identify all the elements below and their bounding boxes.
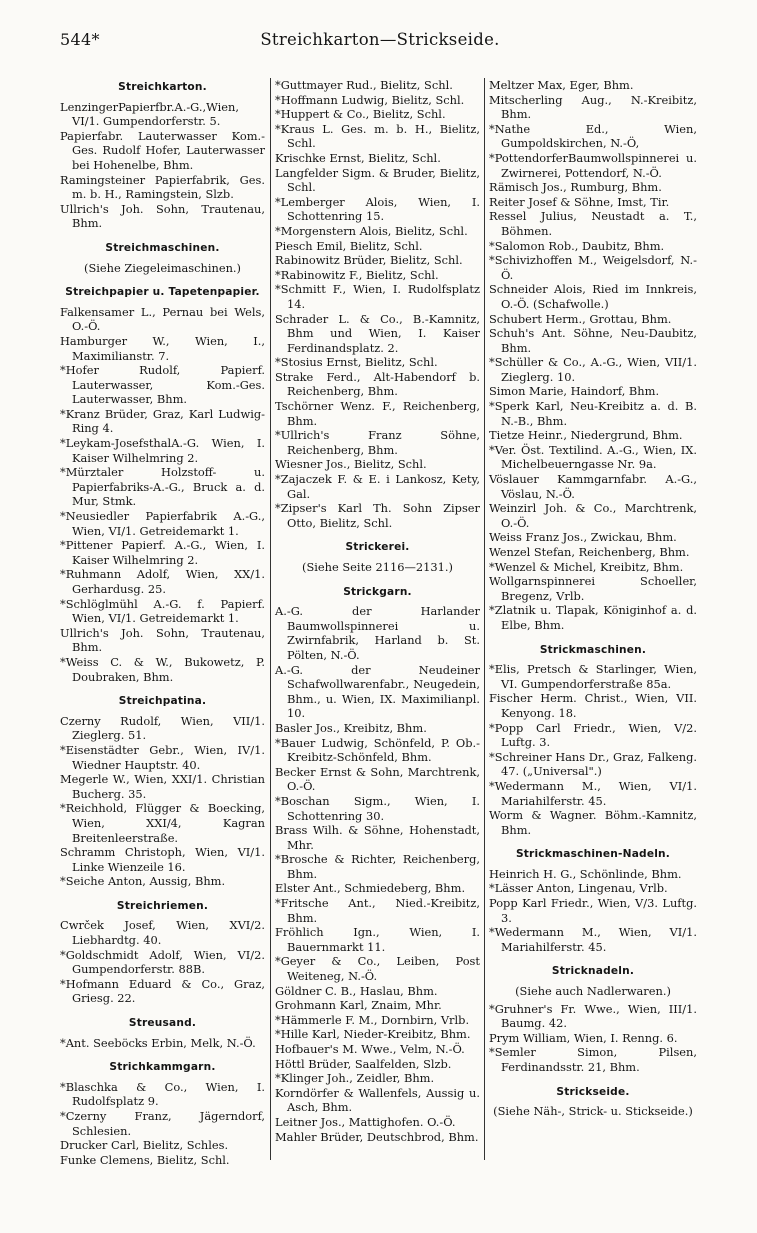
directory-entry: Krischke Ernst, Bielitz, Schl. — [275, 150, 441, 165]
directory-entry: Schubert Herm., Grottau, Bhm. — [489, 311, 672, 326]
directory-entry: Höttl Brüder, Saalfelden, Slzb. — [275, 1056, 452, 1071]
section-heading: Strickmaschinen-Nadeln. — [515, 848, 671, 861]
directory-entry: *Huppert & Co., Bielitz, Schl. — [275, 107, 446, 122]
directory-entry: Grohmann Karl, Znaim, Mhr. — [275, 998, 442, 1013]
directory-entry: *Hoffmann Ludwig, Bielitz, Schl. — [275, 92, 465, 107]
directory-entry: Wenzel Stefan, Reichenberg, Bhm. — [489, 545, 690, 559]
directory-entry: *Zajaczek F. & E. i Lankosz, Kety, Gal. — [275, 472, 480, 501]
section-heading: Strickerei. — [345, 541, 410, 554]
section-heading: Strichkammgarn. — [109, 1061, 216, 1074]
directory-entry: Hofbauer's M. Wwe., Velm, N.-Ö. — [275, 1042, 465, 1056]
directory-entry: Hamburger W., Wien, I., Maximilianstr. 7. — [60, 333, 265, 363]
directory-entry: *Goldschmidt Adolf, Wien, VI/2. Gumpendorferstr. 88B. — [60, 947, 265, 977]
directory-entry: A.-G. der Neudeiner Schafwollwarenfabr., Neugedein, Bhm., u. Wien, IX. Maximilianpl. 10. — [275, 662, 480, 721]
directory-entry: Schrader L. & Co., B.-Kamnitz, Bhm und Wien, I. Kaiser Ferdinandsplatz. 2. — [275, 311, 480, 355]
directory-entry: Prym William, Wien, I. Renng. 6. — [489, 1030, 678, 1045]
directory-entry: *PottendorferBaumwollspinnerei u. Zwirnerei, Pottendorf, N.-Ö. — [489, 150, 697, 180]
directory-entry: Becker Ernst & Sohn, Marchtrenk, O.-Ö. — [275, 764, 480, 794]
directory-entry: *Schlöglmühl A.-G. f. Papierf. Wien, VI/1. Getreidemarkt 1. — [60, 596, 265, 626]
directory-entry: Czerny Rudolf, Wien, VII/1. Zieglerg. 51. — [60, 713, 265, 743]
directory-entry: *Czerny Franz, Jägerndorf, Schlesien. — [60, 1109, 265, 1138]
section-heading: Streichmaschinen. — [105, 241, 220, 254]
section-heading: Streusand. — [128, 1017, 197, 1030]
directory-entry: Ramingsteiner Papierfabrik, Ges. m. b. H., Ramingstein, Slzb. — [60, 172, 265, 202]
directory-entry: *Schüller & Co., A.-G., Wien, VII/1. Zieglerg. 10. — [489, 355, 697, 384]
cross-reference-note: (Siehe Näh-, Strick- u. Stickseide.) — [493, 1104, 693, 1119]
directory-entry: *Bauer Ludwig, Schönfeld, P. Ob.-Kreibitz-Schönfeld, Bhm. — [275, 735, 480, 765]
directory-entry: Piesch Emil, Bielitz, Schl. — [275, 238, 423, 253]
directory-entry: Tschörner Wenz. F., Reichenberg, Bhm. — [275, 399, 480, 428]
directory-entry: *Ullrich's Franz Söhne, Reichenberg, Bhm. — [275, 428, 480, 457]
directory-entry: Simon Marie, Haindorf, Bhm. — [489, 384, 660, 399]
column-2 — [275, 78, 480, 1144]
directory-entry: Fischer Herm. Christ., Wien, VII. Kenyong. 18. — [489, 691, 697, 720]
column-3 — [489, 78, 697, 1122]
directory-entry: Heinrich H. G., Schönlinde, Bhm. — [489, 866, 682, 881]
cross-reference-note: (Siehe Seite 2116—2131.) — [302, 560, 453, 574]
directory-entry: *Eisenstädter Gebr., Wien, IV/1. Wiedner Hauptstr. 40. — [60, 742, 265, 772]
directory-entry: *Gruhner's Fr. Wwe., Wien, III/1. Baumg. 42. — [489, 1001, 697, 1031]
directory-entry: Ullrich's Joh. Sohn, Trautenau, Bhm. — [60, 625, 265, 655]
directory-entry: *Schmitt F., Wien, I. Rudolfsplatz 14. — [275, 282, 480, 311]
directory-entry: Cwrček Josef, Wien, XVI/2. Liebhardtg. 40. — [60, 918, 265, 948]
directory-entry: Popp Karl Friedr., Wien, V/3. Luftg. 3. — [489, 896, 697, 925]
directory-entry: Tietze Heinr., Niedergrund, Bhm. — [489, 428, 683, 443]
directory-entry: *Kraus L. Ges. m. b. H., Bielitz, Schl. — [275, 121, 480, 151]
directory-entry: Brass Wilh. & Söhne, Hohenstadt, Mhr. — [275, 823, 480, 852]
directory-entry: *Ver. Öst. Textilind. A.-G., Wien, IX. Michelbeuerngasse Nr. 9a. — [489, 442, 697, 472]
directory-entry: *Wedermann M., Wien, VI/1. Mariahilferstr. 45. — [489, 778, 697, 808]
directory-entry: *Ant. Seeböcks Erbin, Melk, N.-Ö. — [60, 1035, 256, 1050]
directory-entry: Strake Ferd., Alt-Habendorf b. Reichenberg, Bhm. — [275, 369, 480, 399]
directory-entry: *Lemberger Alois, Wien, I. Schottenring 15. — [275, 194, 480, 224]
directory-entry: Ullrich's Joh. Sohn, Trautenau, Bhm. — [60, 201, 265, 231]
directory-entry: *Leykam-JosefsthalA.-G. Wien, I. Kaiser Wilhelmring 2. — [60, 436, 265, 465]
directory-entry: Meltzer Max, Eger, Bhm. — [489, 78, 634, 92]
directory-entry: Basler Jos., Kreibitz, Bhm. — [275, 720, 427, 735]
directory-entry: Wiesner Jos., Bielitz, Schl. — [275, 457, 427, 472]
directory-entry: Korndörfer & Wallenfels, Aussig u. Asch, Bhm. — [275, 1085, 480, 1115]
column-rule — [270, 78, 271, 1160]
section-heading: Streichpapier u. Tapetenpapier. — [65, 286, 260, 299]
directory-entry: Mitscherling Aug., N.-Kreibitz, Bhm. — [489, 92, 697, 122]
directory-entry: Schramm Christoph, Wien, VI/1. Linke Wienzeile 16. — [60, 845, 265, 874]
directory-entry: *Kranz Brüder, Graz, Karl Ludwig-Ring 4. — [60, 406, 265, 436]
directory-entry: Schuh's Ant. Söhne, Neu-Daubitz, Bhm. — [489, 326, 697, 355]
directory-entry: Elster Ant., Schmiedeberg, Bhm. — [275, 881, 466, 896]
page-header — [60, 30, 700, 54]
directory-entry: Reiter Josef & Söhne, Imst, Tir. — [489, 194, 670, 209]
section-heading: Streichpatina. — [118, 695, 207, 708]
section-heading: Streichriemen. — [116, 899, 209, 912]
directory-entry: *Seiche Anton, Aussig, Bhm. — [60, 874, 226, 889]
directory-entry: *Hämmerle F. M., Dornbirn, Vrlb. — [275, 1012, 470, 1027]
directory-entry: *Sperk Karl, Neu-Kreibitz a. d. B. N.-B., Bhm. — [489, 399, 697, 428]
running-title: Streichkarton—Strickseide. — [260, 30, 500, 49]
directory-entry: Ressel Julius, Neustadt a. T., Böhmen. — [489, 209, 697, 238]
directory-entry: *Semler Simon, Pilsen, Ferdinandsstr. 21, Bhm. — [489, 1045, 697, 1074]
directory-entry: *Nathe Ed., Wien, Gumpoldskirchen, N.-Ö, — [489, 121, 697, 151]
directory-entry: *Stosius Ernst, Bielitz, Schl. — [275, 355, 438, 370]
directory-entry: Schneider Alois, Ried im Innkreis, O.-Ö. (Schafwolle.) — [489, 282, 697, 311]
directory-entry: Worm & Wagner. Böhm.-Kamnitz, Bhm. — [489, 808, 697, 837]
directory-entry: *Pittener Papierf. A.-G., Wien, I. Kaiser Wilhelmring 2. — [60, 538, 265, 567]
directory-entry: *Neusiedler Papierfabrik A.-G., Wien, VI/1. Getreidemarkt 1. — [60, 509, 265, 538]
directory-entry: *Wenzel & Michel, Kreibitz, Bhm. — [489, 559, 684, 574]
directory-entry: Weinzirl Joh. & Co., Marchtrenk, O.-Ö. — [489, 501, 697, 530]
directory-entry: *Guttmayer Rud., Bielitz, Schl. — [275, 78, 453, 92]
directory-entry: A.-G. der Harlander Baumwollspinnerei u. Zwirnfabrik, Harland b. St. Pölten, N.-Ö. — [275, 604, 480, 662]
cross-reference-note: (Siehe Ziegeleimaschinen.) — [84, 260, 241, 275]
directory-entry: *Zlatnik u. Tlapak, Königinhof a. d. Elbe, Bhm. — [489, 603, 697, 632]
directory-entry: Mahler Brüder, Deutschbrod, Bhm. — [275, 1129, 479, 1144]
column-rule — [484, 78, 485, 1160]
directory-entry: *Hille Karl, Nieder-Kreibitz, Bhm. — [275, 1027, 471, 1042]
directory-entry: Rabinowitz Brüder, Bielitz, Schl. — [275, 253, 463, 268]
directory-entry: Leitner Jos., Mattighofen. O.-Ö. — [275, 1114, 456, 1129]
directory-entry: *Klinger Joh., Zeidler, Bhm. — [275, 1071, 435, 1086]
directory-entry: *Morgenstern Alois, Bielitz, Schl. — [275, 223, 468, 238]
directory-entry: *Weiss C. & W., Bukowetz, P. Doubraken, Bhm. — [60, 654, 265, 684]
directory-entry: Fröhlich Ign., Wien, I. Bauernmarkt 11. — [275, 925, 480, 954]
directory-entry: *Schivizhoffen M., Weigelsdorf, N.-Ö. — [489, 253, 697, 282]
directory-entry: *Schreiner Hans Dr., Graz, Falkeng. 47. („Universal".) — [489, 749, 697, 779]
directory-entry: *Blaschka & Co., Wien, I. Rudolfsplatz 9. — [60, 1079, 265, 1109]
directory-entry: Megerle W., Wien, XXI/1. Christian Bucherg. 35. — [60, 772, 265, 801]
directory-entry: Göldner C. B., Haslau, Bhm. — [275, 983, 438, 998]
page-number: 544* — [60, 30, 100, 49]
directory-entry: Drucker Carl, Bielitz, Schles. — [60, 1138, 229, 1153]
section-heading: Strickmaschinen. — [539, 643, 647, 656]
section-heading: Strickgarn. — [343, 585, 412, 598]
directory-entry: *Rabinowitz F., Bielitz, Schl. — [275, 267, 439, 282]
directory-entry: *Wedermann M., Wien, VI/1. Mariahilferstr. 45. — [489, 925, 697, 954]
directory-entry: Papierfabr. Lauterwasser Kom.-Ges. Rudolf Hofer, Lauterwasser bei Hohenelbe, Bhm. — [60, 128, 265, 172]
directory-entry: *Fritsche Ant., Nied.-Kreibitz, Bhm. — [275, 896, 480, 925]
directory-entry: Rämisch Jos., Rumburg, Bhm. — [489, 180, 662, 195]
directory-entry: Langfelder Sigm. & Bruder, Bielitz, Schl. — [275, 165, 480, 195]
section-heading: Stricknadeln. — [551, 965, 635, 978]
directory-entry: *Lässer Anton, Lingenau, Vrlb. — [489, 881, 668, 896]
directory-entry: Wollgarnspinnerei Schoeller, Bregenz, Vrlb. — [489, 574, 697, 603]
cross-reference-note: (Siehe auch Nadlerwaren.) — [515, 984, 671, 999]
directory-entry: *Ruhmann Adolf, Wien, XX/1. Gerhardusg. 25. — [60, 567, 265, 596]
section-heading: Streichkarton. — [118, 81, 207, 93]
directory-entry: Funke Clemens, Bielitz, Schl. — [60, 1152, 230, 1167]
directory-entry: *Elis, Pretsch & Starlinger, Wien, VI. Gumpendorferstraße 85a. — [489, 662, 697, 691]
section-heading: Strickseide. — [556, 1085, 630, 1098]
directory-entry: *Brosche & Richter, Reichenberg, Bhm. — [275, 852, 480, 881]
directory-entry: *Hofer Rudolf, Papierf. Lauterwasser, Kom.-Ges. Lauterwasser, Bhm. — [60, 363, 265, 407]
directory-entry: Weiss Franz Jos., Zwickau, Bhm. — [489, 530, 677, 545]
directory-entry: Vöslauer Kammgarnfabr. A.-G., Vöslau, N.-Ö. — [489, 472, 697, 501]
directory-entry: *Mürztaler Holzstoff- u. Papierfabriks-A.-G., Bruck a. d. Mur, Stmk. — [60, 465, 265, 509]
directory-entry: *Popp Carl Friedr., Wien, V/2. Luftg. 3. — [489, 720, 697, 750]
directory-entry: *Boschan Sigm., Wien, I. Schottenring 30. — [275, 793, 480, 823]
directory-entry: *Salomon Rob., Daubitz, Bhm. — [489, 238, 665, 253]
directory-entry: LenzingerPapierfbr.A.-G.,Wien, VI/1. Gumpendorferstr. 5. — [60, 99, 239, 129]
column-1 — [60, 78, 265, 1167]
directory-entry: *Zipser's Karl Th. Sohn Zipser Otto, Bielitz, Schl. — [275, 501, 480, 530]
directory-entry: Falkensamer L., Pernau bei Wels, O.-Ö. — [60, 304, 265, 334]
directory-entry: *Reichhold, Flügger & Boecking, Wien, XXI/4, Kagran Breitenleerstraße. — [60, 801, 265, 845]
directory-entry: *Hofmann Eduard & Co., Graz, Griesg. 22. — [60, 976, 265, 1006]
directory-entry: *Geyer & Co., Leiben, Post Weiteneg, N.-Ö. — [275, 954, 480, 984]
